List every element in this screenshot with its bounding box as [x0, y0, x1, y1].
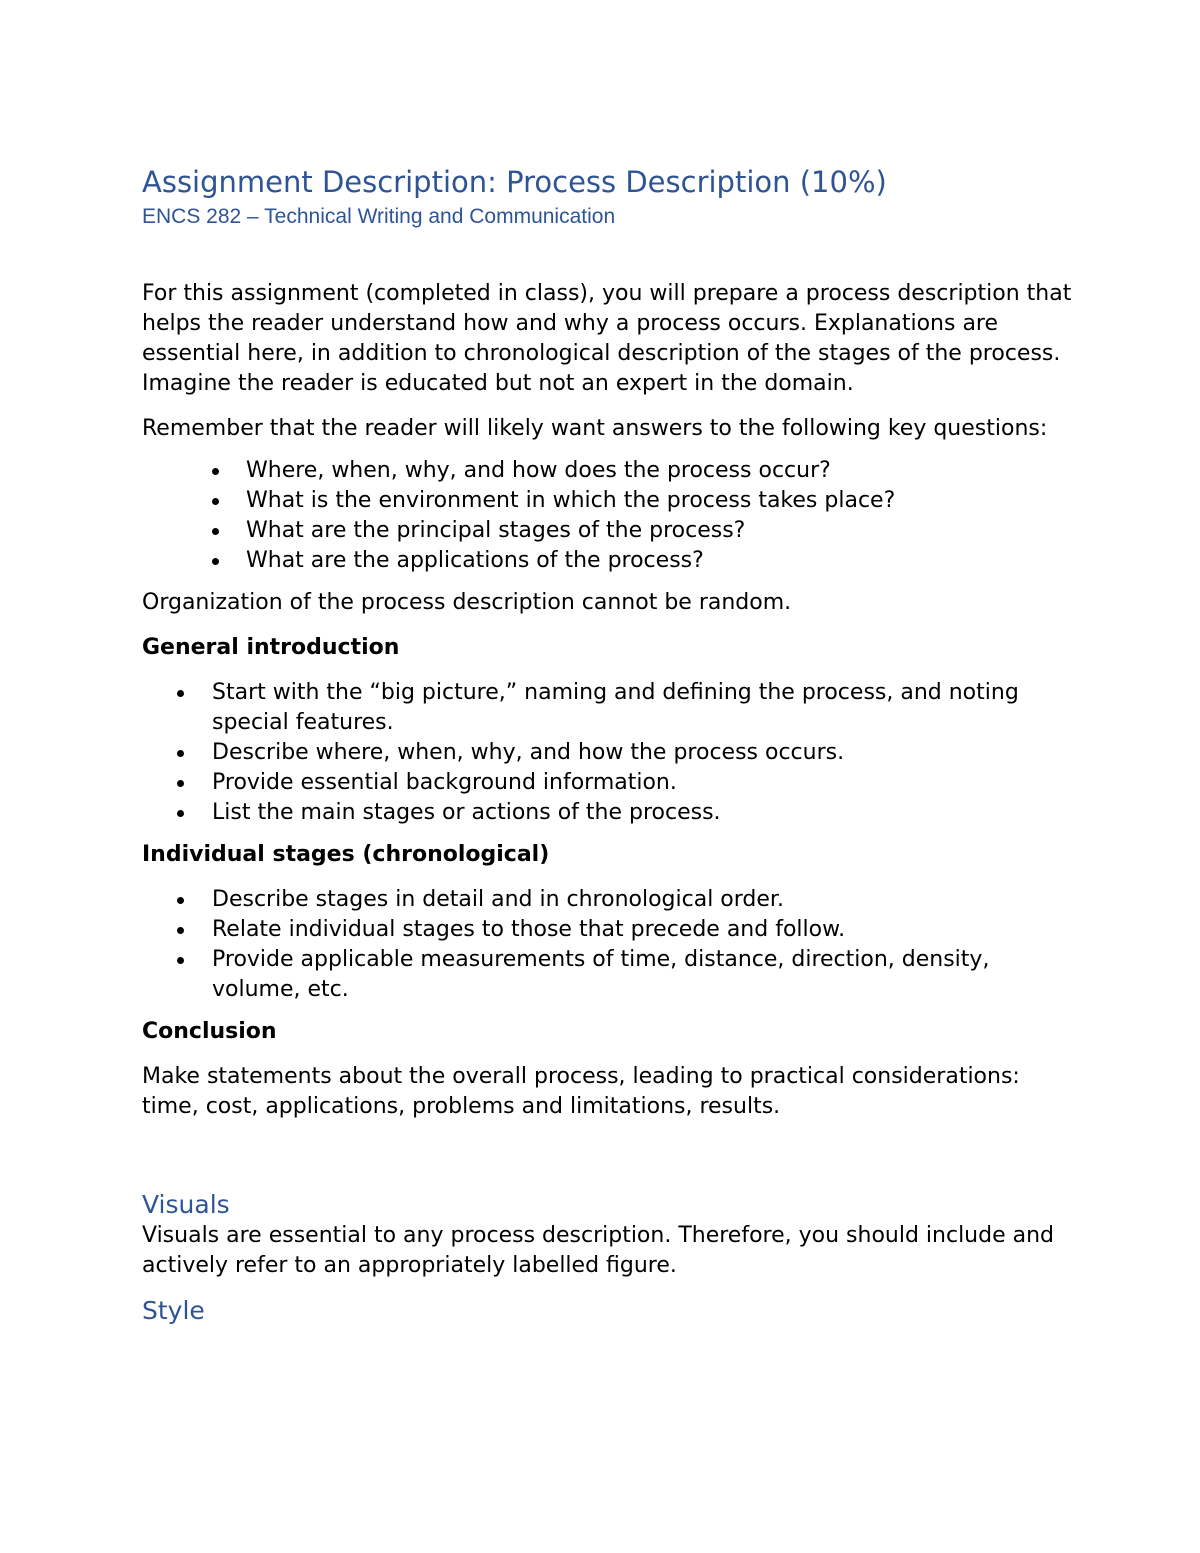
bullet-icon	[177, 927, 184, 934]
bullet-icon	[177, 957, 184, 964]
individual-stages-list	[142, 885, 1082, 1005]
conclusion-heading: Conclusion	[142, 1019, 277, 1044]
list-item-text: Provide applicable measurements of time, distance, direction, density, volume, etc.	[212, 947, 990, 1002]
bullet-icon	[177, 897, 184, 904]
conclusion-paragraph: Make statements about the overall process, leading to practical considerations: time, cost, applications, problems and limitations, results.	[142, 1064, 1020, 1119]
list-item	[142, 738, 1082, 768]
visuals-paragraph: Visuals are essential to any process description. Therefore, you should include and actively refer to an appropriately labelled figure.	[142, 1223, 1055, 1278]
list-item-text: Provide essential background information.	[212, 770, 677, 795]
list-item	[142, 798, 1082, 828]
list-item-text: What is the environment in which the process takes place?	[246, 488, 896, 513]
key-questions-intro: Remember that the reader will likely want answers to the following key questions:	[142, 416, 1048, 441]
list-item	[142, 945, 1082, 1005]
bullet-icon	[212, 558, 219, 565]
list-item	[142, 915, 1082, 945]
bullet-icon	[212, 498, 219, 505]
list-item	[142, 456, 1082, 486]
list-item	[142, 768, 1082, 798]
bullet-icon	[177, 750, 184, 757]
list-item-text: Describe stages in detail and in chronological order.	[212, 887, 784, 912]
visuals-heading: Visuals	[142, 1190, 230, 1219]
bullet-icon	[212, 528, 219, 535]
general-introduction-list	[142, 678, 1082, 828]
style-heading: Style	[142, 1296, 205, 1325]
document-body	[142, 163, 1082, 1327]
list-item	[142, 486, 1082, 516]
list-item	[142, 516, 1082, 546]
section-spacer	[142, 1137, 1082, 1189]
general-introduction-heading: General introduction	[142, 635, 400, 660]
document-subtitle: ENCS 282 – Technical Writing and Communication	[142, 205, 616, 228]
list-item-text: Where, when, why, and how does the process occur?	[246, 458, 831, 483]
bullet-icon	[177, 810, 184, 817]
bullet-icon	[177, 690, 184, 697]
list-item	[142, 678, 1082, 738]
document-title: Assignment Description: Process Description (10%)	[142, 165, 887, 199]
list-item-text: What are the principal stages of the process?	[246, 518, 746, 543]
list-item-text: Describe where, when, why, and how the process occurs.	[212, 740, 845, 765]
intro-paragraph: For this assignment (completed in class), you will prepare a process description that helps the reader understand how and why a process occurs. Explanations are essential here, in addition to chronological description of the stages of the process. Imagine the reader is educated but not an expert in the domain.	[142, 281, 1072, 396]
individual-stages-heading: Individual stages (chronological)	[142, 842, 550, 867]
list-item	[142, 885, 1082, 915]
list-item-text: List the main stages or actions of the process.	[212, 800, 721, 825]
key-questions-list	[142, 456, 1082, 576]
bullet-icon	[177, 780, 184, 787]
list-item	[142, 546, 1082, 576]
list-item-text: Start with the “big picture,” naming and defining the process, and noting special features.	[212, 680, 1019, 735]
organization-paragraph: Organization of the process description cannot be random.	[142, 590, 792, 615]
list-item-text: Relate individual stages to those that precede and follow.	[212, 917, 846, 942]
list-item-text: What are the applications of the process?	[246, 548, 704, 573]
bullet-icon	[212, 468, 219, 475]
